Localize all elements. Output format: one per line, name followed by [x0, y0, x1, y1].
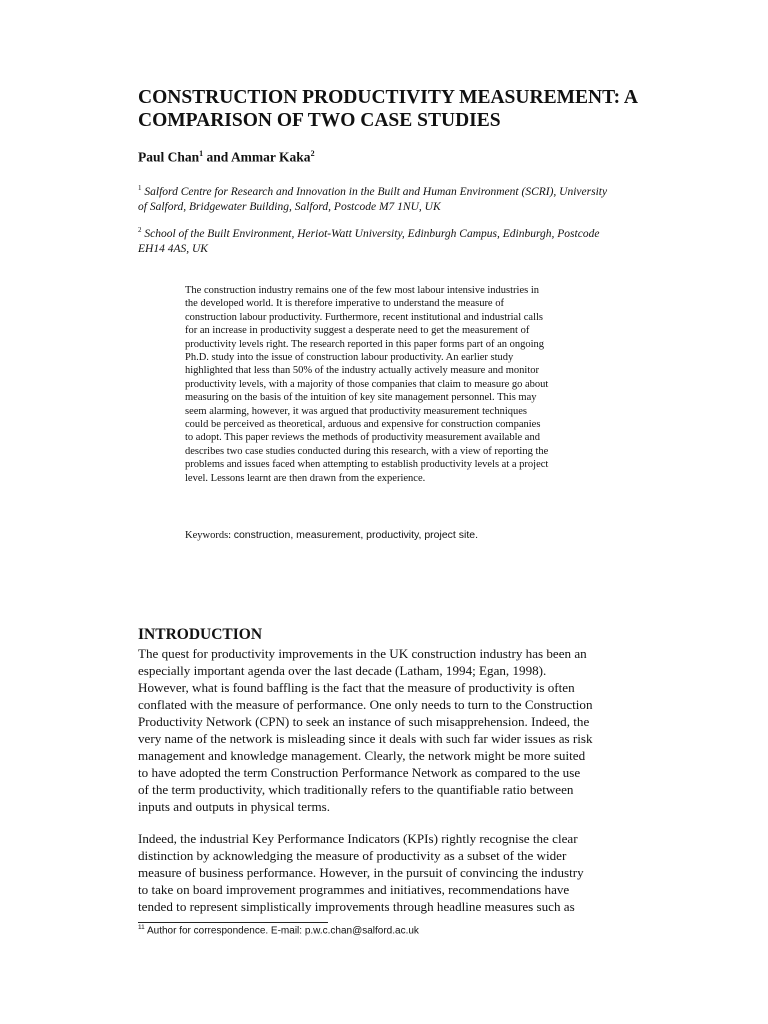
abstract-line: construction labour productivity. Furthermore, recent institutional and industrial calls: [185, 311, 543, 323]
body-line: to have adopted the term Construction Performance Network as compared to the use: [138, 765, 581, 780]
abstract-line: highlighted that less than 50% of the industry actually actively measure and monitor: [185, 365, 539, 377]
body-line: of the term productivity, which traditionally refers to the quantifiable ratio between: [138, 782, 574, 797]
footnote: [138, 924, 419, 936]
body-line: very name of the network is misleading since it deals with such far wider issues as risk: [138, 731, 593, 746]
abstract-line: describes two case studies conducted during this research, with a view of reporting the: [185, 445, 549, 457]
body-line: management and knowledge management. Clearly, the network might be more suited: [138, 748, 586, 763]
body-line: to take on board improvement programmes and initiatives, recommendations have: [138, 882, 570, 897]
body-line: conflated with the measure of performance. One only needs to turn to the Construction: [138, 697, 593, 712]
abstract-line: to adopt. This paper reviews the methods of productivity measurement available and: [185, 432, 540, 444]
section-heading-introduction: INTRODUCTION: [138, 626, 263, 643]
body-line: tended to represent simplistically improvements through headline measures such as: [138, 899, 575, 914]
abstract-line: measuring on the basis of the intuition of key site management personnel. This may: [185, 392, 537, 404]
footnote-divider: [138, 922, 328, 923]
body-line: Indeed, the industrial Key Performance Indicators (KPIs) rightly recognise the clear: [138, 831, 578, 846]
body-line: especially important agenda over the last decade (Latham, 1994; Egan, 1998).: [138, 663, 547, 678]
affiliation-marker: 2: [138, 226, 142, 234]
abstract-line: The construction industry remains one of the few most labour intensive industries in: [185, 285, 540, 296]
affiliation-2: [138, 223, 678, 257]
author-name: Paul Chan: [138, 149, 200, 165]
affiliation-line: [138, 223, 678, 242]
abstract-line: problems and issues faced when attempting to establish productivity levels at a project: [185, 459, 549, 471]
affiliation-line: of Salford, Bridgewater Building, Salford, Postcode M7 1NU, UK: [138, 200, 441, 213]
abstract-line: for an increase in productivity suggest a desperate need to get the measurement of: [185, 325, 530, 337]
abstract-line: productivity levels, with a majority of those companies that claim to measure go about: [185, 378, 549, 390]
body-line: The quest for productivity improvements in the UK construction industry has been an: [138, 646, 587, 661]
body-line: distinction by acknowledging the measure of productivity as a subset of the wider: [138, 848, 567, 863]
body-line: inputs and outputs in physical terms.: [138, 799, 331, 814]
body-line: However, what is found baffling is the fact that the measure of productivity is often: [138, 680, 575, 695]
abstract-line: seem alarming, however, it was argued that productivity measurement techniques: [185, 405, 527, 417]
body-line: Productivity Network (CPN) to seek an instance of such misapprehension. Indeed, the: [138, 714, 590, 729]
keywords-label: Keywords:: [185, 530, 234, 541]
affiliation-text: Salford Centre for Research and Innovation in the Built and Human Environment (SCRI), University: [141, 185, 608, 198]
affiliation-marker: 1: [138, 184, 142, 192]
affiliation-line: [138, 181, 678, 200]
abstract-line: the developed world. It is therefore imperative to understand the measure of: [185, 298, 504, 310]
title-line: CONSTRUCTION PRODUCTIVITY MEASUREMENT: A: [138, 87, 639, 108]
affiliation-marker: 1: [199, 149, 204, 158]
footnote-text: Author for correspondence. E-mail: p.w.c.chan@salford.ac.uk: [144, 925, 419, 937]
author-joiner: and: [203, 149, 231, 165]
body-line: measure of business performance. However, in the pursuit of convincing the industry: [138, 865, 584, 880]
keywords-text: construction, measurement, productivity, project site.: [233, 529, 479, 541]
abstract-line: productivity levels right. The research reported in this paper forms part of an ongoing: [185, 338, 545, 350]
author-list: [138, 149, 315, 166]
introduction-paragraph-2: [138, 830, 678, 915]
footnote-marker: 11: [138, 924, 145, 931]
paper-title: [138, 86, 698, 132]
abstract: [185, 284, 645, 485]
title-line: COMPARISON OF TWO CASE STUDIES: [138, 110, 501, 131]
introduction-paragraph-1: [138, 645, 678, 815]
abstract-line: Ph.D. study into the issue of construction labour productivity. An earlier study: [185, 352, 514, 364]
author-name: Ammar Kaka: [230, 149, 311, 165]
keywords: [185, 529, 478, 541]
affiliation-1: [138, 181, 678, 215]
affiliation-text: School of the Built Environment, Heriot-Watt University, Edinburgh Campus, Edinburgh, Postcode: [141, 227, 600, 240]
abstract-line: level. Lessons learnt are then drawn from the experience.: [185, 472, 426, 484]
affiliation-line: EH14 4AS, UK: [138, 242, 208, 255]
abstract-line: could be perceived as theoretical, arduous and expensive for construction companies: [185, 419, 541, 431]
affiliation-marker: 2: [310, 149, 315, 158]
